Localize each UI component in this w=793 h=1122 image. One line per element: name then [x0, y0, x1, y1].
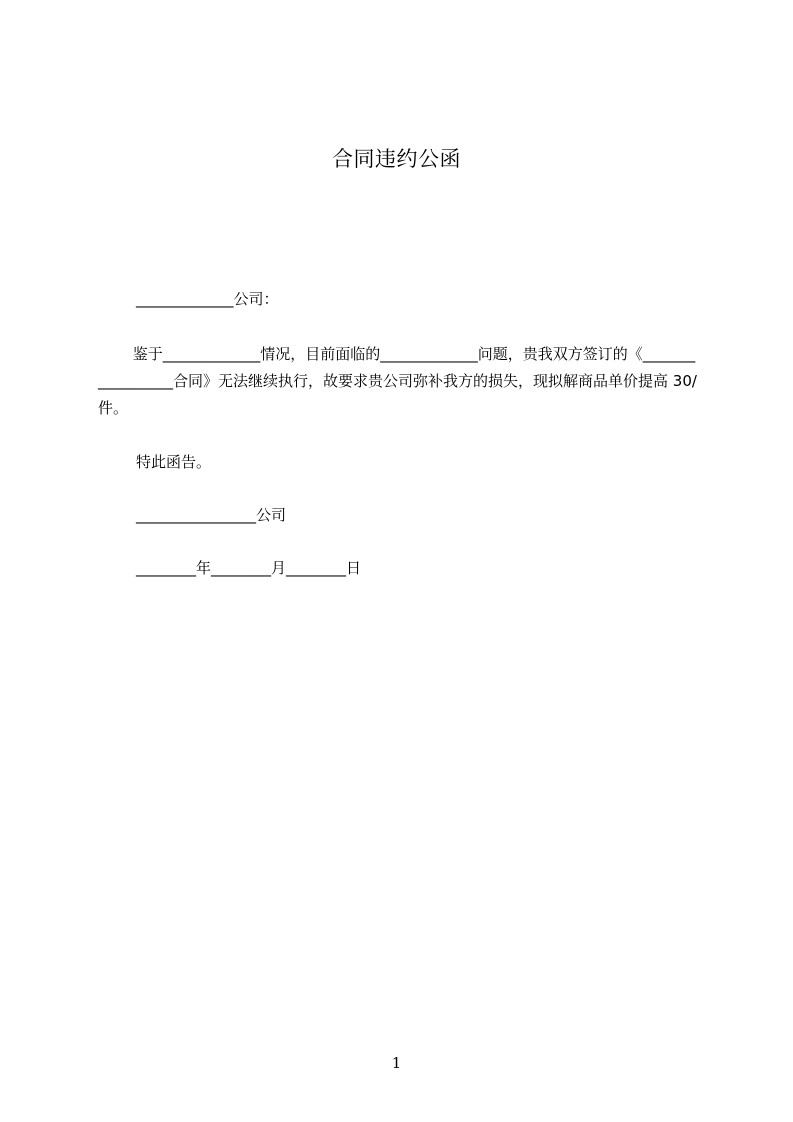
closing-line: 特此函告。: [136, 453, 212, 471]
date-line: ________年________月________日: [136, 559, 362, 577]
signature-line: ________________公司: [136, 506, 287, 524]
salutation: _____________公司：: [136, 290, 279, 308]
document-title: 合同违约公函: [332, 147, 461, 171]
body-paragraph: 鉴于_____________情况，目前面临的_____________问题，贵我双方签订的《_________________合同》无法继续执行，故要求贵公司弥补我方的损失，现拟解商品单价提高 30/件。: [98, 345, 697, 417]
page-number: 1: [391, 1054, 402, 1072]
